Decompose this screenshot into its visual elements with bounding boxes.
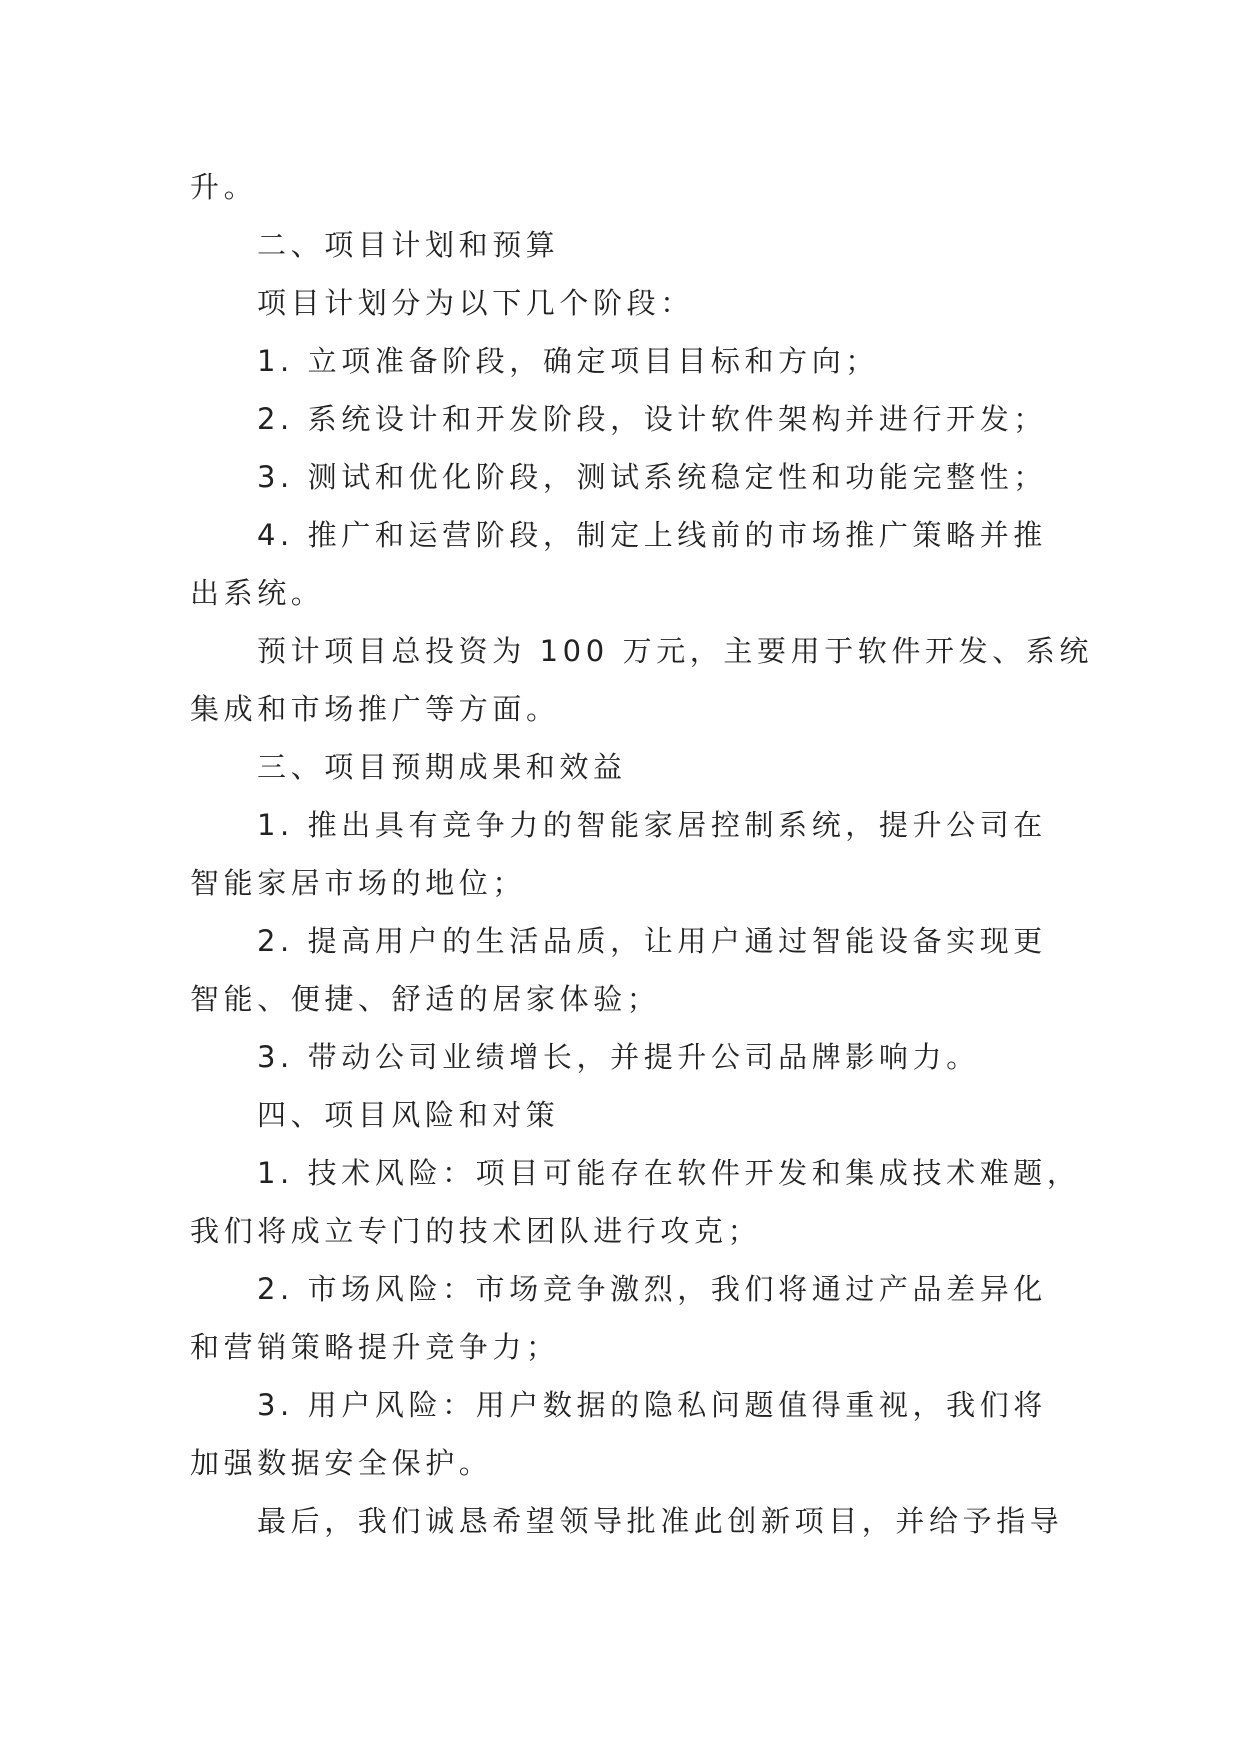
paragraph-line: 集成和市场推广等方面。 <box>190 692 560 726</box>
section-heading: 四、项目风险和对策 <box>257 1098 560 1132</box>
section-heading: 三、项目预期成果和效益 <box>257 750 627 784</box>
list-item: 2. 市场风险：市场竞争激烈，我们将通过产品差异化 <box>257 1272 1047 1306</box>
list-item-continuation: 出系统。 <box>190 576 325 610</box>
section-heading: 二、项目计划和预算 <box>257 228 560 262</box>
list-item: 2. 提高用户的生活品质，让用户通过智能设备实现更 <box>257 924 1047 958</box>
list-item: 1. 技术风险：项目可能存在软件开发和集成技术难题， <box>257 1156 1081 1190</box>
paragraph-line: 项目计划分为以下几个阶段： <box>257 286 694 320</box>
list-item-continuation: 我们将成立专门的技术团队进行攻克； <box>190 1214 762 1248</box>
list-item: 2. 系统设计和开发阶段，设计软件架构并进行开发； <box>257 402 1047 436</box>
paragraph-line: 预计项目总投资为 100 万元，主要用于软件开发、系统 <box>257 634 1093 668</box>
paragraph-line: 最后，我们诚恳希望领导批准此创新项目，并给予指导 <box>257 1504 1064 1538</box>
list-item: 1. 推出具有竞争力的智能家居控制系统，提升公司在 <box>257 808 1047 842</box>
paragraph-line: 升。 <box>190 170 258 204</box>
list-item-continuation: 和营销策略提升竞争力； <box>190 1330 560 1364</box>
list-item: 3. 用户风险：用户数据的隐私问题值得重视，我们将 <box>257 1388 1047 1422</box>
list-item: 3. 带动公司业绩增长，并提升公司品牌影响力。 <box>257 1040 980 1074</box>
list-item: 1. 立项准备阶段，确定项目目标和方向； <box>257 344 879 378</box>
list-item: 4. 推广和运营阶段，制定上线前的市场推广策略并推 <box>257 518 1047 552</box>
list-item: 3. 测试和优化阶段，测试系统稳定性和功能完整性； <box>257 460 1047 494</box>
list-item-continuation: 智能、便捷、舒适的居家体验； <box>190 982 661 1016</box>
list-item-continuation: 加强数据安全保护。 <box>190 1446 493 1480</box>
list-item-continuation: 智能家居市场的地位； <box>190 866 527 900</box>
